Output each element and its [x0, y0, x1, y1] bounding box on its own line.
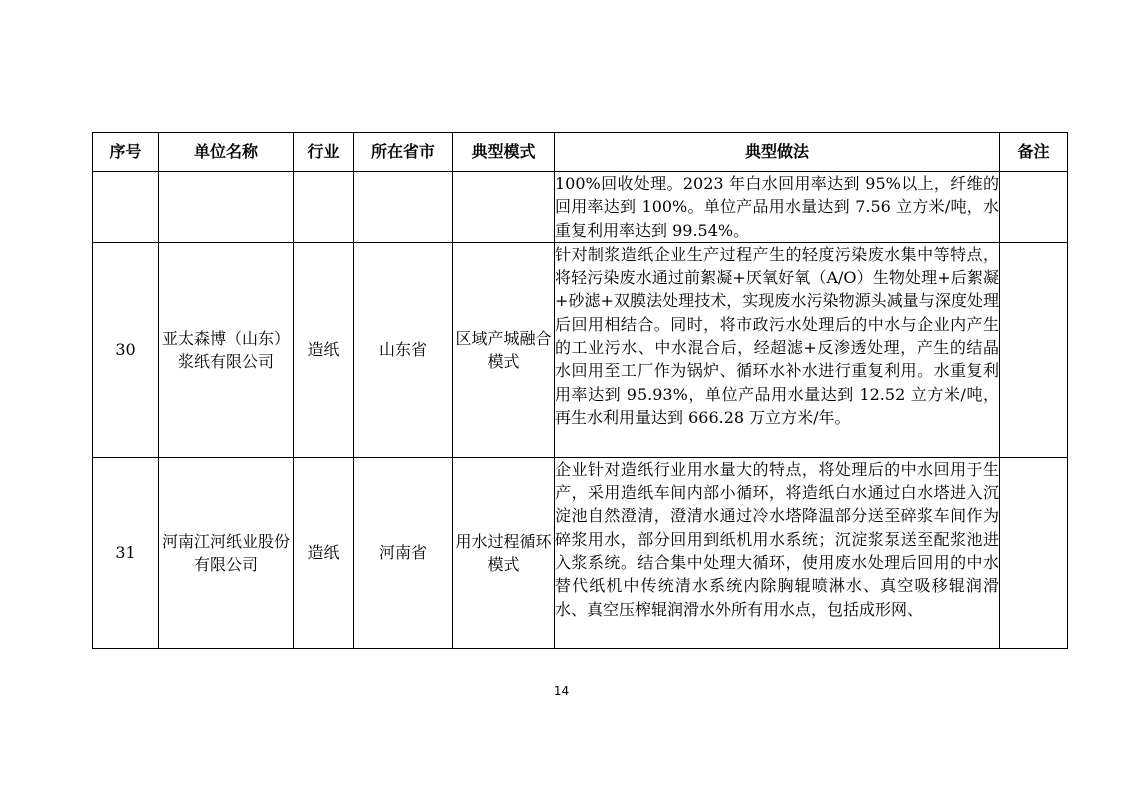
header-mode: 典型模式 [453, 133, 555, 172]
cell-province: 山东省 [354, 242, 453, 457]
practices-table [92, 132, 1068, 649]
cell-mode: 用水过程循环模式 [453, 457, 555, 648]
cell-remark [1000, 457, 1068, 648]
cell-industry: 造纸 [294, 457, 354, 648]
cell-province: 河南省 [354, 457, 453, 648]
cell-no: 31 [93, 457, 159, 648]
cell-remark [1000, 242, 1068, 457]
cell-practice: 企业针对造纸行业用水量大的特点，将处理后的中水回用于生产，采用造纸车间内部小循环，将造纸白水通过白水塔进入沉淀池自然澄清，澄清水通过冷水塔降温部分送至碎浆车间作为碎浆用水，部分回用到纸机用水系统；沉淀浆泵送至配浆池进入浆系统。结合集中处理大循环，使用废水处理后回用的中水替代纸机中传统清水系统内除胸辊喷淋水、真空吸移辊润滑水、真空压榨辊润滑水外所有用水点，包括成形网、 [555, 457, 1000, 648]
cell-no: 30 [93, 242, 159, 457]
header-unit: 单位名称 [159, 133, 294, 172]
header-industry: 行业 [294, 133, 354, 172]
table-header-row [93, 133, 1068, 172]
page-number: 14 [553, 684, 570, 698]
cell-no [93, 172, 159, 243]
table-row [93, 172, 1068, 243]
table-row [93, 457, 1068, 648]
cell-unit [159, 172, 294, 243]
header-remark: 备注 [1000, 133, 1068, 172]
cell-mode: 区域产城融合模式 [453, 242, 555, 457]
table-row [93, 242, 1068, 457]
cell-practice: 针对制浆造纸企业生产过程产生的轻度污染废水集中等特点，将轻污染废水通过前絮凝+厌氧好氧（A/O）生物处理+后絮凝+砂滤+双膜法处理技术，实现废水污染物源头减量与深度处理后回用相结合。同时，将市政污水处理后的中水与企业内产生的工业污水、中水混合后，经超滤+反渗透处理，产生的结晶水回用至工厂作为锅炉、循环水补水进行重复利用。水重复利用率达到 95.93%，单位产品用水量达到 12.52 立方米/吨，再生水利用量达到 666.28 万立方米/年。 [555, 242, 1000, 457]
cell-unit: 河南江河纸业股份有限公司 [159, 457, 294, 648]
cell-industry [294, 172, 354, 243]
cell-industry: 造纸 [294, 242, 354, 457]
cell-mode [453, 172, 555, 243]
header-no: 序号 [93, 133, 159, 172]
header-practice: 典型做法 [555, 133, 1000, 172]
cell-unit: 亚太森博（山东）浆纸有限公司 [159, 242, 294, 457]
cell-remark [1000, 172, 1068, 243]
header-province: 所在省市 [354, 133, 453, 172]
cell-province [354, 172, 453, 243]
cell-practice: 100%回收处理。2023 年白水回用率达到 95%以上，纤维的回用率达到 100%。单位产品用水量达到 7.56 立方米/吨，水重复利用率达到 99.54%。 [555, 172, 1000, 243]
